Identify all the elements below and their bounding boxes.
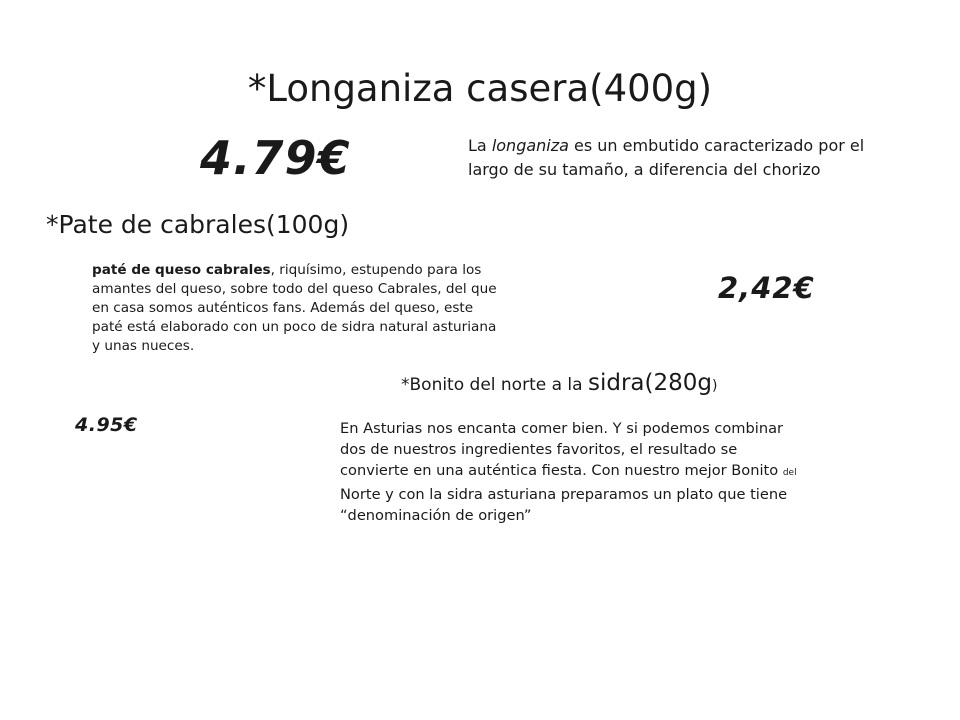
bonito-price: 4.95€ (75, 414, 138, 436)
bonito-title (401, 366, 717, 403)
bonito-desc-part2: Norte y con la sidra asturiana preparamos un plato que tiene “denominación de origen” (340, 486, 788, 524)
longaniza-desc-prefix: La (468, 136, 492, 155)
longaniza-desc-italic: longaniza (491, 136, 569, 155)
pate-desc-bold: paté de queso cabrales (92, 262, 271, 278)
longaniza-description (468, 134, 908, 182)
bonito-desc-small: del (782, 468, 797, 478)
bonito-title-part2: sidra(280g (587, 370, 712, 396)
longaniza-desc-rest: es un embutido caracterizado por el largo de su tamaño, a diferencia del chorizo (468, 136, 865, 179)
pate-description (92, 261, 500, 356)
bonito-desc-part1: En Asturias nos encanta comer bien. Y si podemos combinar dos de nuestros ingredientes favoritos, el resultado se convierte en una auténtica fiesta. Con nuestro mejor Bonito (340, 420, 784, 479)
bonito-description (340, 418, 810, 526)
pate-desc-rest: , riquísimo, estupendo para los amantes del queso, sobre todo del queso Cabrales, del que en casa somos auténticos fans. Además del queso, este paté está elaborado con un poco de sidra natural asturiana y unas nueces. (92, 262, 497, 354)
pate-title: *Pate de cabrales(100g) (46, 210, 350, 239)
pate-price: 2,42€ (718, 271, 815, 305)
longaniza-price: 4.79€ (200, 131, 351, 185)
bonito-title-part3: ) (711, 378, 718, 394)
bonito-title-part1: *Bonito del norte a la (401, 375, 588, 395)
longaniza-title: *Longaniza casera(400g) (247, 67, 713, 110)
